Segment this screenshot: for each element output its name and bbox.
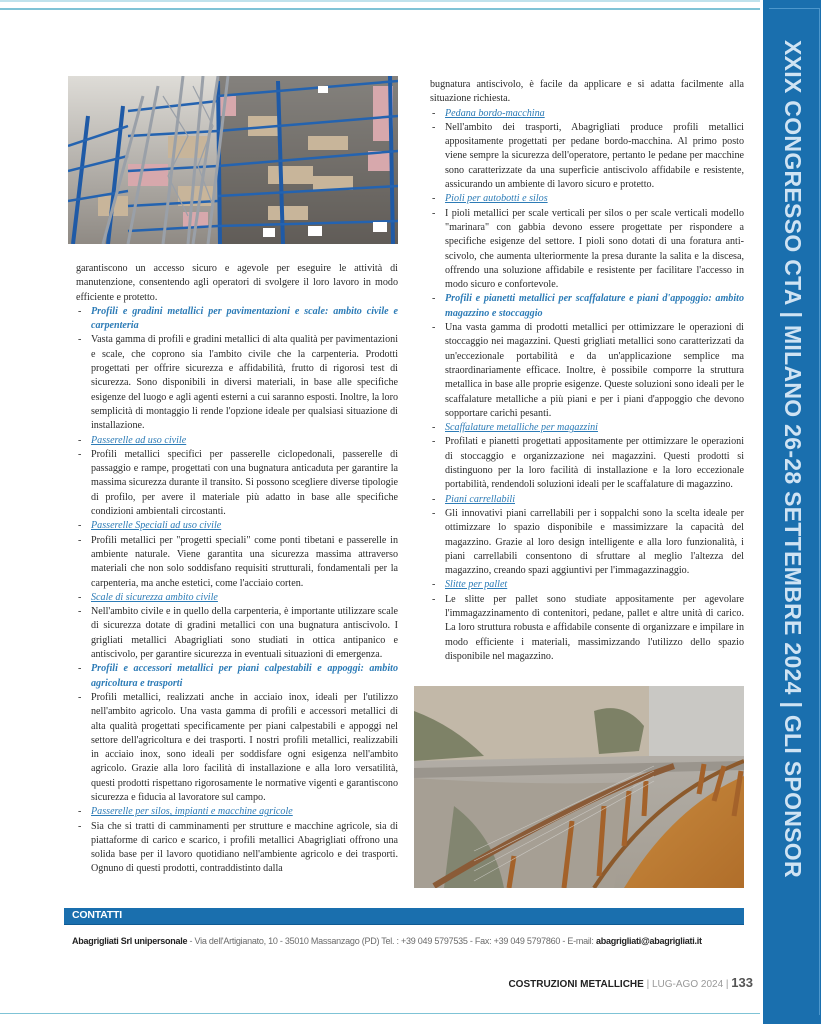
section-heading (76, 305, 398, 334)
list-dash: - (432, 493, 436, 505)
section-heading-text: Profili e accessori metallici per piani calpestabili e appoggi: ambito agricoltura e trasporti (91, 663, 398, 689)
product-link[interactable]: Passerelle ad uso civile (91, 434, 187, 446)
list-dash: - (78, 305, 82, 317)
list-dash: - (432, 293, 436, 305)
list-item (430, 435, 744, 492)
list-dash: - (78, 820, 82, 832)
company-name: Abagrigliati Srl unipersonale (72, 936, 188, 946)
list-dash: - (78, 691, 82, 703)
sidebar-banner-text: XXIX CONGRESSO CTA | MILANO 26-28 SETTEMBRE 2024 | GLI SPONSOR (780, 40, 806, 878)
list-item-text: I pioli metallici per scale verticali per silos o per scale verticali modello "marinara" con gabbia devono essere progettate per rispondere a specifiche esigenze del settore. I pioli sono dotati di una foratura anti-scivolo, che aumenta ulteriormente la presa durante la salita e la discesa, offrendo una soluzione affidabile e resistente per facilitare l'accesso in modo sicuro e confortevole. (445, 207, 744, 291)
list-item (430, 507, 744, 578)
product-link-item[interactable] (76, 805, 398, 819)
section-heading (430, 292, 744, 321)
list-dash: - (78, 606, 82, 618)
footer-separator: | (723, 979, 732, 990)
warehouse-shelving-photo (68, 76, 398, 244)
list-dash: - (432, 193, 436, 205)
list-dash: - (432, 422, 436, 434)
product-link-item[interactable] (76, 519, 398, 533)
product-link-item[interactable] (430, 421, 744, 435)
section-heading-text: Profili e gradini metallici per pavimentazioni e scale: ambito civile e carpenteria (91, 305, 398, 332)
list-item (76, 333, 398, 433)
list-item-text: Nell'ambito dei trasporti, Abagrigliati produce profili metallici appositamente progettati per pedane bordo-macchina. Al primo posto viene sempre la sicurezza dell'operatore, pertanto le pedane per macchine sono caratterizzate da una superficie antiscivolo affidabile e resistente, assicurando un ambiente di lavoro sicuro e protetto. (445, 121, 744, 191)
product-link[interactable]: Passerelle Speciali ad uso civile (91, 520, 222, 532)
list-dash: - (78, 448, 82, 460)
product-link[interactable]: Slitte per pallet (445, 579, 508, 591)
article-column-left (76, 262, 398, 877)
list-item (430, 121, 744, 192)
list-dash: - (78, 434, 82, 446)
list-item-text: Gli innovativi piani carrellabili per i soppalchi sono la scelta ideale per ottimizzare lo spazio disponibile e massimizzare la capacità del magazzino. Grazie al loro design intelligente e alla loro funzionalità, i piani carrellabili consentono di sfruttare al meglio l'altezza del magazzino, creando spazi aggiuntivi per l'immagazzinaggio. (445, 507, 744, 577)
list-item-text: Sia che si tratti di camminamenti per strutture e macchine agricole, sia di piattaforme di carico e scarico, i profili metallici Abagrigliati offrono una solida base per il lavoro quotidiano nell'ambiente agricolo e dei trasporti. Ognuno di questi prodotti, contraddistinto dalla (91, 820, 398, 875)
top-rule (0, 8, 760, 10)
article-column-right (430, 78, 744, 664)
product-link[interactable]: Scaffalature metalliche per magazzini (445, 422, 598, 434)
product-link-item[interactable] (430, 578, 744, 592)
contacts-details (72, 936, 752, 946)
section-heading-text: Profili e pianetti metallici per scaffalature e piani d'appoggio: ambito magazzino e stoccaggio (445, 293, 744, 319)
sidebar-banner (763, 0, 821, 1024)
page-footer (508, 975, 753, 990)
list-dash: - (78, 663, 82, 675)
left-intro-paragraph: garantiscono un accesso sicuro e agevole per eseguire le attività di manutenzione, consentendo agli operatori di svolgere il loro lavoro in modo efficiente e protetto. (76, 263, 398, 303)
product-link[interactable]: Passerelle per silos, impianti e macchine agricole (91, 806, 293, 818)
product-link[interactable]: Pedana bordo-macchina (445, 107, 545, 119)
issue-date: LUG-AGO 2024 (651, 979, 724, 990)
list-item (76, 820, 398, 877)
walkway-image (414, 686, 744, 888)
list-item-text: Profilati e pianetti progettati appositamente per ottimizzare le operazioni di stoccaggio e organizzazione nei magazzini. Questi prodotti si distinguono per la loro facilità di installazione e la loro eccezionale portabilità, rendendoli soluzioni ideali per le scaffalature di magazzino. (445, 436, 744, 491)
list-item-text: Profili metallici per "progetti speciali" come ponti tibetani e passerelle in ambiente naturale. Viene garantita una sicurezza massima attraverso materiali che non solo soddisfano requisiti strutturali, fondamentali per la carpenteria, ma anche estetici, come l'acciaio corten. (91, 534, 398, 589)
list-item (430, 593, 744, 664)
list-item (76, 534, 398, 591)
contacts-header-bar (64, 908, 744, 925)
list-item (76, 605, 398, 662)
list-dash: - (432, 436, 436, 448)
list-item-text: Le slitte per pallet sono studiate appositamente per agevolare l'immagazzinamento di contenitori, pedane, pallet e altre unità di carico. La loro struttura robusta e affidabile consente di organizzare e impilare in modo efficiente i materiali, massimizzando l'utilizzo dello spazio disponibile nel magazzino. (445, 593, 744, 662)
list-item-text: Vasta gamma di profili e gradini metallici di alta qualità per pavimentazioni e scale, che coprono sia l'ambito civile che la carpenteria. Prodotti progettati per offrire sicurezza e affidabilità, frutto di rigorosi test di sicurezza. Sono disponibili in diversi materiali, in base alle specifiche esigenze del luogo e agli agenti esterni a cui saranno esposti. Inoltre, la loro semplicità di montaggio li rende l'opzione ideale per qualsiasi situazione di installazione. (91, 334, 398, 432)
product-link[interactable]: Scale di sicurezza ambito civile (91, 591, 218, 603)
list-dash: - (432, 322, 436, 334)
list-dash: - (78, 806, 82, 818)
list-dash: - (432, 107, 436, 119)
page-number: 133 (731, 975, 753, 990)
list-item (76, 691, 398, 805)
company-address-phone: - Via dell'Artigianato, 10 - 35010 Massanzago (PD) Tel. : +39 049 5797535 - Fax: +39 049 5797860 - E-mail: (187, 936, 596, 946)
publication-name: COSTRUZIONI METALLICHE (508, 979, 644, 990)
top-rule-light (0, 0, 760, 2)
list-item-text: Profili metallici, realizzati anche in acciaio inox, ideali per l'utilizzo nell'ambito agricolo. Una vasta gamma di profili e accessori metallici di alta qualità progettati specificamente per piani calpestabili e appoggi nel settore dell'agricoltura e dei trasporti. I nostri profili metallici, realizzabili in acciaio inox, sono ideali per soddisfare ogni esigenza nell'ambito agricolo. Grazie alla loro facilità di installazione e alla loro versatilità, questi prodotti rispettano rigorosamente le normative vigenti e garantiscono sicurezza e fiducia al lavoratore sul campo. (91, 691, 398, 803)
list-item-text: Una vasta gamma di prodotti metallici per ottimizzare le operazioni di stoccaggio nei magazzini. Questi grigliati metallici sono caratterizzati da un'eccezionale portabilità e da un'applicazione semplice ma straordinariamente efficace. Inoltre, è possibile comporre la struttura metallica in base alle proprie esigenze. Queste soluzioni sono ideali per le scaffalature metalliche a più piani e per i piani d'appoggio che devono sopportare carichi pesanti. (445, 322, 744, 419)
product-link-item[interactable] (430, 107, 744, 121)
list-dash: - (432, 593, 436, 605)
list-dash: - (78, 520, 82, 532)
walkway-photo (414, 686, 744, 888)
product-link-item[interactable] (76, 591, 398, 605)
list-dash: - (78, 534, 82, 546)
list-dash: - (432, 579, 436, 591)
list-dash: - (432, 207, 436, 219)
list-item-text: Nell'ambito civile e in quello della carpenteria, è importante utilizzare scale di sicurezza dotate di gradini metallici con una bugnatura antiscivolo. I grigliati metallici Abagrigliati sono studiati in ottica antipanico e antiscivolo, per garantire sicurezza in eventuali situazioni di emergenza. (91, 606, 398, 661)
list-dash: - (432, 121, 436, 133)
list-dash: - (78, 334, 82, 346)
footer-separator: | (643, 979, 652, 990)
product-link-item[interactable] (430, 493, 744, 507)
product-link[interactable]: Piani carrellabili (445, 493, 515, 505)
section-heading (76, 662, 398, 691)
product-link[interactable]: Pioli per autobotti e silos (445, 193, 548, 205)
product-link-item[interactable] (76, 434, 398, 448)
list-item (76, 448, 398, 519)
list-item (430, 207, 744, 293)
list-item-text: Profili metallici specifici per passerelle ciclopedonali, passerelle di passaggio e rampe, progettati con una bugnatura anticaduta per garantire la massima sicurezza durante il transito. Si possono scegliere diverse tipologie di profilo, per avere il materiale più adatto in base alle specifiche condizioni ambientali circostanti. (91, 448, 398, 518)
list-dash: - (432, 507, 436, 519)
right-intro-paragraph: bugnatura antiscivolo, è facile da applicare e si adatta facilmente alla situazione richiesta. (430, 79, 744, 105)
email-link[interactable]: abagrigliati@abagrigliati.it (595, 936, 702, 946)
list-dash: - (78, 591, 82, 603)
product-link-item[interactable] (430, 192, 744, 206)
warehouse-shelving-image (68, 76, 398, 244)
contacts-title: CONTATTI (72, 909, 122, 921)
list-item (430, 321, 744, 421)
bottom-rule (0, 1013, 760, 1014)
